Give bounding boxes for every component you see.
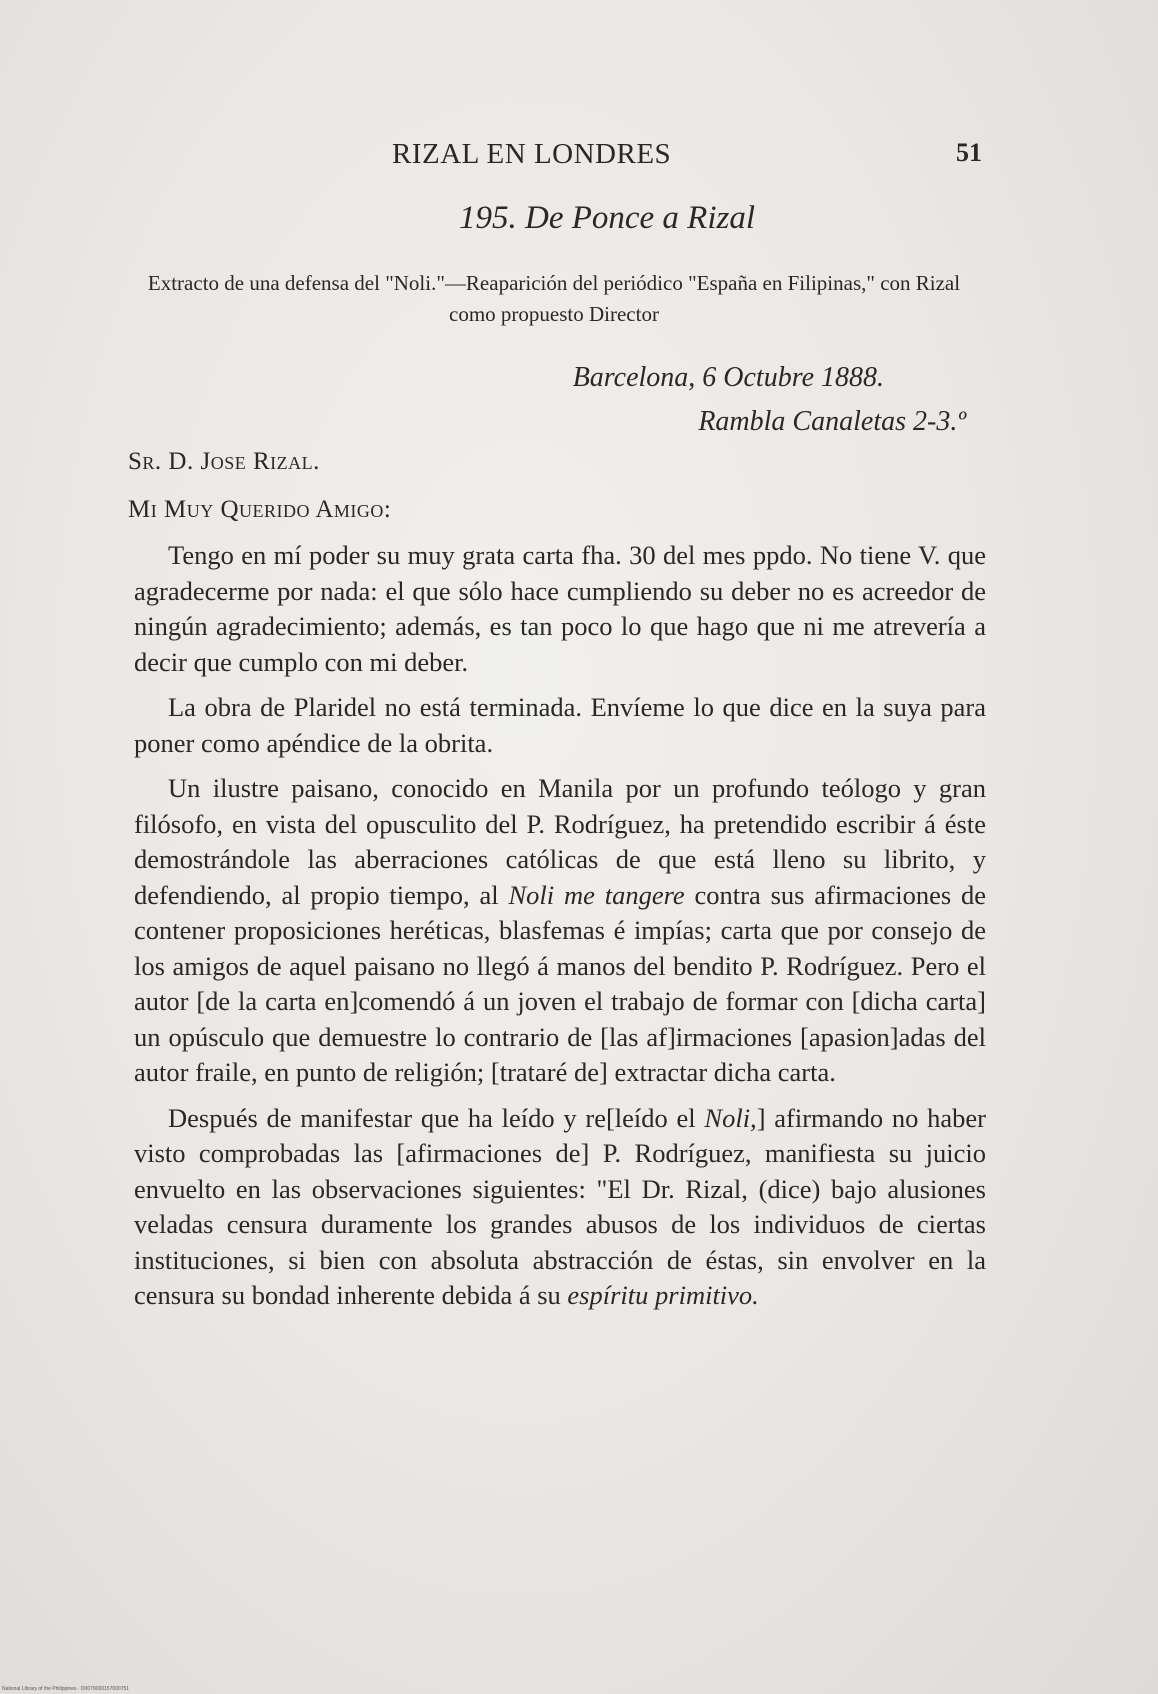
paragraph-3-text-a: Un ilustre paisano, conocido en Manila por un profundo teólogo y gran filósofo, en vista del opusculito del P. Rodríguez, ha pretendido escribir á éste demostrándole las aberraciones católicas de que está lleno su librito, y defendiendo, al propio tiempo, al [134,773,986,910]
paragraph-3-text-b: contra sus afirmaciones de contener proposiciones heréticas, blasfemas é impías; carta que por consejo de los amigos de aquel paisano no llegó á manos del bendito P. Rodríguez. Pero el autor [de la carta en]comendó á un joven el trabajo de formar con [dicha carta] un opúsculo que demuestre lo contrario de [las af]irmaciones [apasion]adas del autor fraile, en punto de religión; [trataré de] extractar dicha carta. [134,879,987,1087]
scan-credit: National Library of the Philippines · D0079000157000751 [2,1686,130,1692]
running-title: RIZAL EN LONDRES [392,138,672,170]
letter-title: 195. De Ponce a Rizal [458,200,756,236]
letter-body [134,538,986,1324]
page-number: 51 [956,138,982,167]
page-header [392,138,982,178]
paragraph-3-italic: Noli me tangere [508,879,685,910]
address-line: Rambla Canaletas 2-3.º [698,406,966,437]
paragraph-1: Tengo en mí poder su muy grata carta fha. 30 del mes ppdo. No tiene V. que agradecerme por nada: el que sólo hace cumpliendo su deber no es acreedor de ningún agradecimiento; además, es tan poco lo que hago que ni me atrevería a decir que cumplo con mi deber. [134,540,986,677]
paragraph-4-text-a: Después de manifestar que ha leído y re[leído el [168,1102,705,1133]
paragraph-4-italic-2: espíritu primitivo. [567,1280,759,1310]
letter-summary: Extracto de una defensa del "Noli."—Reaparición del periódico "España en Filipinas," con Rizal como propuesto Director [147,271,961,326]
addressee: Sr. D. Jose Rizal. [128,448,320,475]
paragraph-3 [134,771,986,1091]
dateline [573,356,966,444]
greeting: Mi Muy Querido Amigo: [128,496,392,523]
paragraph-2: La obra de Plaridel no está terminada. Envíeme lo que dice en la suya para poner como apéndice de la obrita. [134,692,986,758]
paragraph-4 [134,1101,986,1314]
paragraph-4-italic-1: Noli, [704,1102,757,1133]
paragraph-4-text-b: ] afirmando no haber visto comprobadas las [afirmaciones de] P. Rodríguez, manifiesta su juicio envuelto en las observaciones siguientes: "El Dr. Rizal, (dice) bajo alusiones veladas censura duramente los grandes abusos de los individuos de ciertas instituciones, si bien con absoluta abstracción de éstas, sin envolver en la censura su bondad inherente debida á su [134,1102,987,1310]
date-line: Barcelona, 6 Octubre 1888. [572,362,884,393]
